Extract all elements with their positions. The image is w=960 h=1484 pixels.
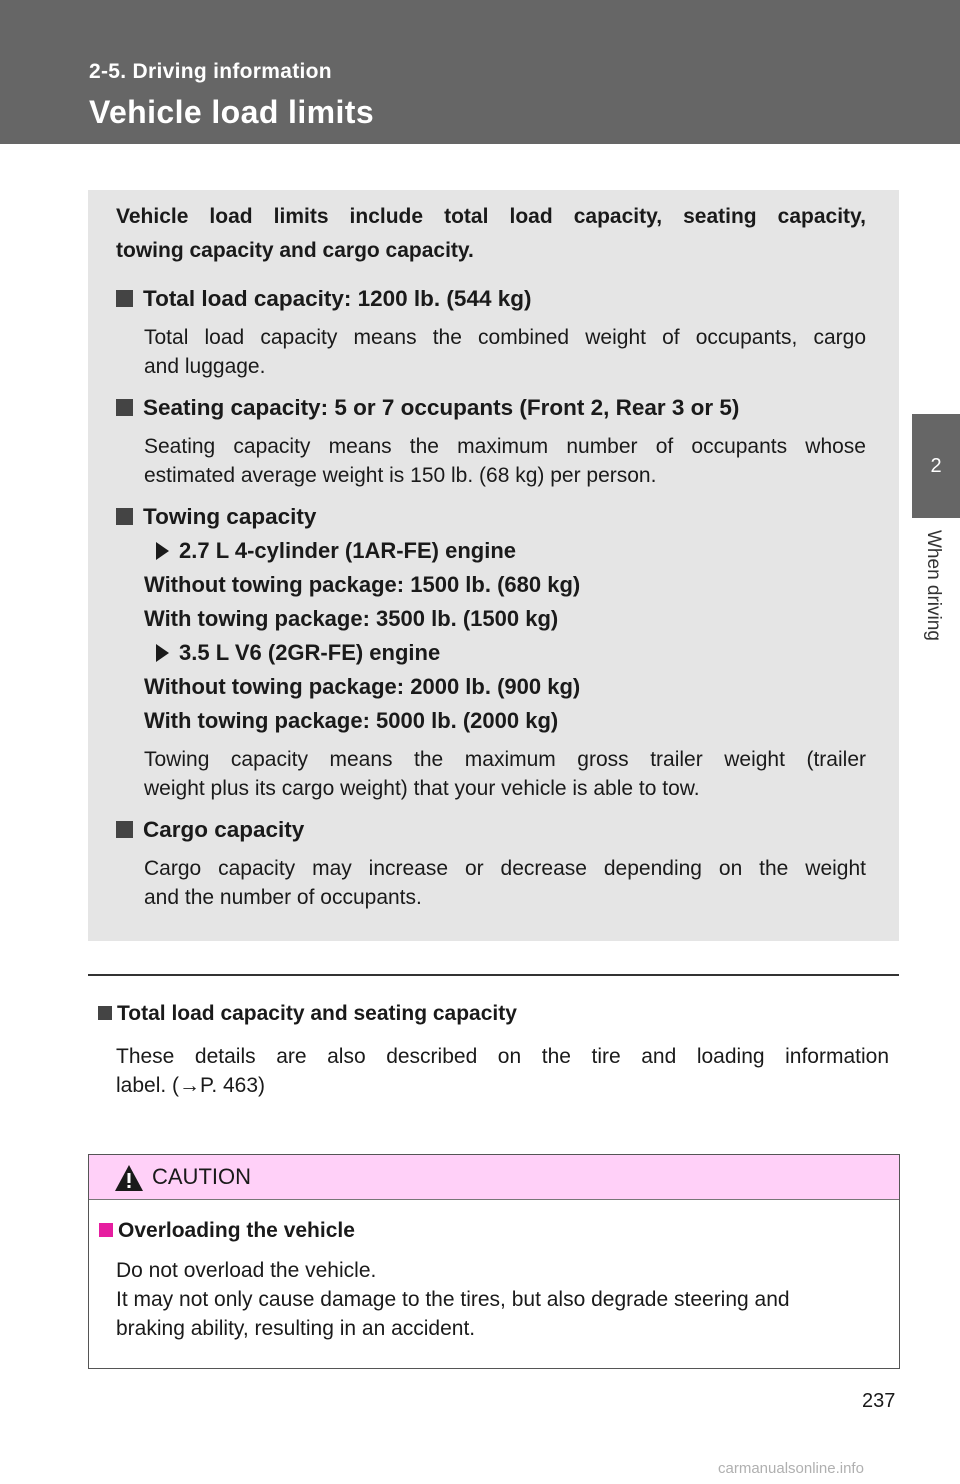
- chapter-tab-number: 2: [912, 414, 960, 518]
- summary-intro: [116, 200, 866, 268]
- towing-description: [144, 745, 866, 803]
- body-line: weight plus its cargo weight) that your vehicle is able to tow.: [144, 777, 700, 800]
- total-load-heading: [116, 282, 531, 316]
- body-line: Towing capacity means the maximum gross trailer weight (trailer: [144, 748, 866, 771]
- cargo-description: [144, 854, 866, 912]
- square-bullet-icon: [99, 1223, 113, 1237]
- body-line: estimated average weight is 150 lb. (68 kg) per person.: [144, 464, 657, 487]
- cargo-heading-text: Cargo capacity: [143, 817, 305, 842]
- engine-1-text: 2.7 L 4-cylinder (1AR-FE) engine: [179, 538, 517, 563]
- summary-intro-line: Vehicle load limits include total load capacity, seating capacity,: [116, 205, 866, 228]
- towing-heading-text: Towing capacity: [143, 504, 317, 529]
- triangle-arrow-icon: [156, 644, 169, 662]
- caution-subheading: [99, 1219, 355, 1243]
- body-line: It may not only cause damage to the tires, but also degrade steering and: [116, 1288, 790, 1311]
- body-line: and the number of occupants.: [144, 886, 422, 909]
- body-line: braking ability, resulting in an accident.: [116, 1317, 476, 1340]
- towing-heading: [116, 500, 316, 534]
- body-line: These details are also described on the tire and loading information: [116, 1045, 889, 1068]
- towing-engine-1: [144, 534, 516, 568]
- section-label: 2-5. Driving information: [89, 60, 332, 83]
- towing-engine-2: [144, 636, 440, 670]
- caution-body: [116, 1256, 891, 1343]
- engine-2-with-package: With towing package: 5000 lb. (2000 kg): [144, 708, 559, 733]
- watermark: carmanualsonline.info: [718, 1460, 864, 1477]
- note-heading-text: Total load capacity and seating capacity: [117, 1002, 517, 1025]
- total-load-heading-text: Total load capacity: 1200 lb. (544 kg): [143, 286, 532, 311]
- caution-header: [89, 1155, 899, 1200]
- seating-heading: [116, 391, 739, 425]
- square-bullet-icon: [116, 399, 133, 416]
- engine-1-with-package: With towing package: 3500 lb. (1500 kg): [144, 606, 559, 631]
- square-bullet-icon: [116, 508, 133, 525]
- engine-2-text: 3.5 L V6 (2GR-FE) engine: [179, 640, 441, 665]
- seating-heading-text: Seating capacity: 5 or 7 occupants (Front 2, Rear 3 or 5): [143, 395, 740, 420]
- square-bullet-icon: [116, 821, 133, 838]
- page-title: Vehicle load limits: [89, 94, 375, 130]
- warning-triangle-icon: [114, 1164, 144, 1192]
- chapter-tab-label: [912, 518, 960, 688]
- page-number: 237: [862, 1390, 896, 1412]
- chapter-tab-label-text: When driving: [923, 530, 944, 641]
- note-body: [116, 1042, 889, 1100]
- body-line: Total load capacity means the combined weight of occupants, cargo: [144, 326, 866, 349]
- body-line: label. (→P. 463): [116, 1074, 266, 1097]
- caution-box: [88, 1154, 900, 1369]
- body-line: Seating capacity means the maximum number of occupants whose: [144, 435, 866, 458]
- note-heading: [98, 1002, 517, 1026]
- body-line: and luggage.: [144, 355, 266, 378]
- caution-label: CAUTION: [152, 1164, 251, 1189]
- total-load-description: [144, 323, 866, 381]
- body-line: Cargo capacity may increase or decrease depending on the weight: [144, 857, 866, 880]
- caution-subheading-text: Overloading the vehicle: [118, 1219, 355, 1242]
- body-line: Do not overload the vehicle.: [116, 1259, 377, 1282]
- engine-1-without-package: Without towing package: 1500 lb. (680 kg): [144, 572, 581, 597]
- seating-description: [144, 432, 866, 490]
- page-header: [0, 0, 960, 144]
- section-divider: [88, 974, 899, 976]
- cargo-heading: [116, 813, 304, 847]
- summary-intro-line: towing capacity and cargo capacity.: [116, 239, 474, 262]
- engine-2-without-package: Without towing package: 2000 lb. (900 kg): [144, 674, 581, 699]
- square-bullet-icon: [116, 290, 133, 307]
- triangle-arrow-icon: [156, 542, 169, 560]
- square-bullet-icon: [98, 1006, 112, 1020]
